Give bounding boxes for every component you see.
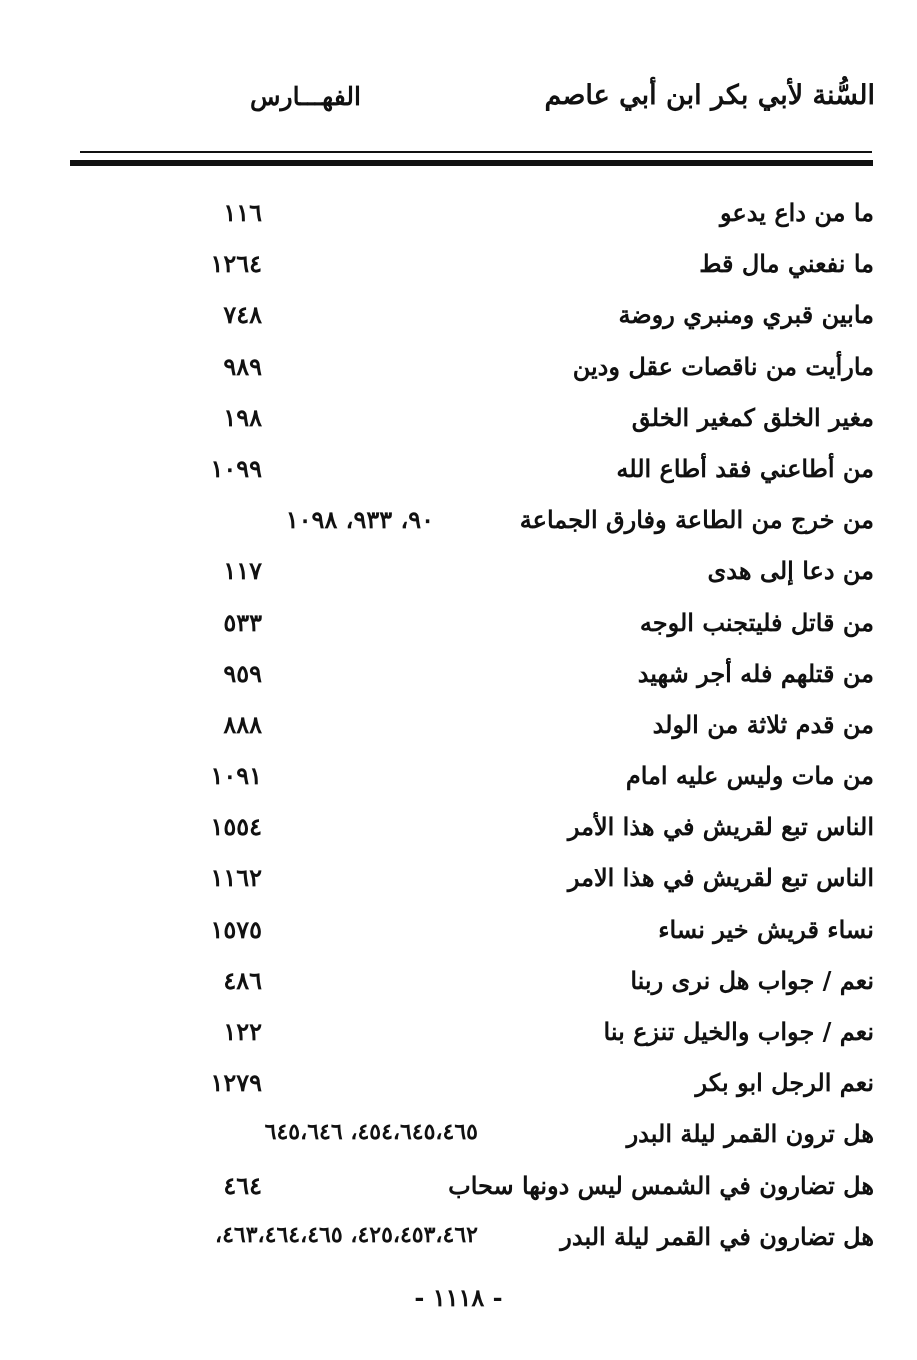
entry-refs: ٨٨٨ (223, 709, 262, 739)
entry-refs: ٩٨٩ (223, 351, 262, 381)
index-entry (60, 659, 874, 710)
entry-phrase: من قتلهم فله أجر شهيد (637, 658, 874, 688)
entry-refs: ٥٣٣ (223, 607, 262, 637)
index-entry (60, 300, 874, 351)
entry-refs: ٩٥٩ (223, 658, 262, 688)
index-entry (60, 454, 874, 505)
entry-phrase: مغير الخلق كمغير الخلق (631, 402, 874, 432)
header-rule-thick (70, 160, 873, 166)
page-number: - ١١١٨ - (414, 1283, 503, 1312)
entry-phrase: مابين قبري ومنبري روضة (618, 300, 874, 330)
entry-refs: ١٥٥٤ (210, 812, 262, 842)
entry-phrase: من مات وليس عليه امام (625, 761, 874, 791)
index-entry (60, 1222, 874, 1273)
index-entry (60, 863, 874, 914)
index-entry (60, 966, 874, 1017)
entry-refs: ٤٦٤ (223, 1170, 262, 1200)
index-entry (60, 608, 874, 659)
index-entry (60, 710, 874, 761)
entry-refs: ١٥٧٥ (210, 914, 262, 944)
index-entry (60, 812, 874, 863)
entry-phrase: من خرج من الطاعة وفارق الجماعة (519, 505, 874, 535)
entry-refs: ١٢٢ (223, 1017, 262, 1046)
index-entry (60, 505, 874, 556)
page-header (70, 80, 875, 130)
index-entry (60, 1171, 874, 1222)
entry-phrase: نعم الرجل ابو بكر (695, 1068, 874, 1098)
header-rule-thin (80, 151, 872, 153)
index-entry (60, 1017, 874, 1068)
entry-phrase: نعم / جواب والخيل تنزع بنا (603, 1017, 874, 1046)
index-entry (60, 352, 874, 403)
entry-phrase: من قدم ثلاثة من الولد (652, 709, 874, 739)
entry-phrase: ما نفعني مال قط (699, 249, 874, 279)
entry-refs: ٤٢٥،٤٥٣،٤٦٢، ٤٦٣،٤٦٤،٤٦٥، (215, 1221, 478, 1248)
entry-refs: ١٠٩١ (210, 761, 262, 791)
entry-refs: ٧٤٨ (223, 300, 262, 330)
index-entry (60, 249, 874, 300)
entry-phrase: هل ترون القمر ليلة البدر (626, 1119, 874, 1149)
entry-refs: ١١٦٢ (210, 863, 262, 893)
section-title: الفهـــارس (250, 82, 361, 111)
entry-phrase: الناس تبع لقريش في هذا الأمر (567, 812, 874, 842)
index-entry (60, 1068, 874, 1119)
entry-phrase: من قاتل فليتجنب الوجه (639, 607, 874, 637)
entry-refs: ١٢٦٤ (210, 249, 262, 279)
entry-refs: ١٠٩٩ (210, 453, 262, 483)
entry-phrase: هل تضارون في الشمس ليس دونها سحاب (448, 1170, 874, 1200)
entry-phrase: الناس تبع لقريش في هذا الامر (567, 863, 874, 893)
index-entry (60, 761, 874, 812)
entry-refs: ١٢٧٩ (210, 1068, 262, 1098)
book-title: السُّنة لأبي بكر ابن أبي عاصم (544, 80, 875, 111)
entry-phrase: ما من داع يدعو (719, 198, 874, 227)
entry-phrase: من دعا إلى هدى (707, 556, 874, 586)
index-entry (60, 556, 874, 607)
entry-phrase: من أطاعني فقد أطاع الله (616, 453, 874, 483)
index-entry (60, 198, 874, 249)
index-list (60, 198, 874, 1273)
index-entry (60, 915, 874, 966)
entry-phrase: مارأيت من ناقصات عقل ودين (572, 351, 874, 381)
entry-phrase: هل تضارون في القمر ليلة البدر (560, 1221, 874, 1251)
entry-phrase: نعم / جواب هل نرى ربنا (630, 965, 874, 995)
entry-refs: ١٩٨ (223, 402, 262, 432)
index-entry (60, 403, 874, 454)
entry-phrase: نساء قريش خير نساء (658, 914, 874, 944)
entry-refs: ٩٠، ٩٣٣، ١٠٩٨ (285, 505, 434, 535)
entry-refs: ١١٧ (223, 556, 262, 586)
entry-refs: ١١٦ (223, 198, 262, 227)
index-entry (60, 1119, 874, 1170)
entry-refs: ٤٥٤،٦٤٥،٤٦٥، ٦٤٥،٦٤٦ (264, 1119, 478, 1146)
entry-refs: ٤٨٦ (223, 965, 262, 995)
